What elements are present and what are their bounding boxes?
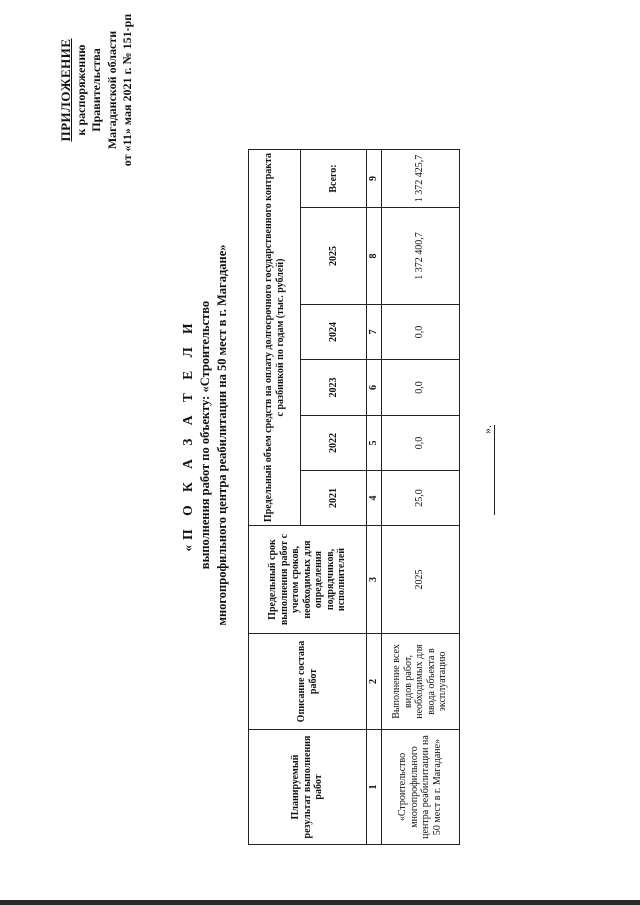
column-number: 3: [367, 526, 382, 634]
header-year-2023: 2023: [301, 360, 367, 416]
header-year-2025: 2025: [301, 208, 367, 305]
indicators-table: [248, 149, 460, 845]
column-number: 6: [367, 360, 382, 416]
table-row: [381, 150, 459, 845]
column-number: 9: [367, 150, 382, 208]
scan-edge: [0, 900, 640, 905]
header-deadline: Предельный срок выполнения работ с учетом сроков, необходимых для определения подрядчиков, исполнителей: [249, 526, 367, 634]
header-result: Планируемый результат выполнения работ: [249, 730, 367, 845]
appendix-line-3: от «11» мая 2021 г. № 151-рп: [120, 13, 134, 167]
cell-2021: 25,0: [381, 471, 459, 526]
appendix-block: [58, 5, 136, 175]
document-title: «П О К А З А Т Е Л И: [180, 318, 195, 552]
header-year-2021: 2021: [301, 471, 367, 526]
header-total: Всего:: [301, 150, 367, 208]
header-year-2022: 2022: [301, 416, 367, 471]
closing-mark: ».: [480, 425, 495, 515]
column-number: 4: [367, 471, 382, 526]
cell-2022: 0,0: [381, 416, 459, 471]
header-funding: Предельный объем средств на оплату долгосрочного государственного контракта с разбивкой по годам (тыс. рублей): [249, 150, 301, 526]
cell-deadline: 2025: [381, 526, 459, 634]
cell-total: 1 372 425,7: [381, 150, 459, 208]
column-number: 1: [367, 730, 382, 845]
cell-result: «Строительство многопрофильного центра реабилитации на 50 мест в г. Магадане»: [381, 730, 459, 845]
appendix-heading: ПРИЛОЖЕНИЕ: [58, 38, 73, 142]
cell-2023: 0,0: [381, 360, 459, 416]
header-year-2024: 2024: [301, 305, 367, 360]
appendix-line-1: к распоряжению Правительства: [73, 44, 103, 136]
cell-2024: 0,0: [381, 305, 459, 360]
column-number: 7: [367, 305, 382, 360]
appendix-line-2: Магаданской области: [104, 30, 119, 150]
header-description: Описание состава работ: [249, 634, 367, 730]
column-number: 2: [367, 634, 382, 730]
cell-2025: 1 372 400,7: [381, 208, 459, 305]
cell-description: Выполнение всех видов работ, необходимых для ввода объекта в эксплуатацию: [381, 634, 459, 730]
document-subtitle-2: многопрофильного центра реабилитации на 50 мест в г. Магадане»: [215, 244, 229, 626]
column-number: 8: [367, 208, 382, 305]
column-number-row: [367, 150, 382, 845]
column-number: 5: [367, 416, 382, 471]
document-subtitle-1: выполнения работ по объекту: «Строительство: [198, 300, 212, 570]
